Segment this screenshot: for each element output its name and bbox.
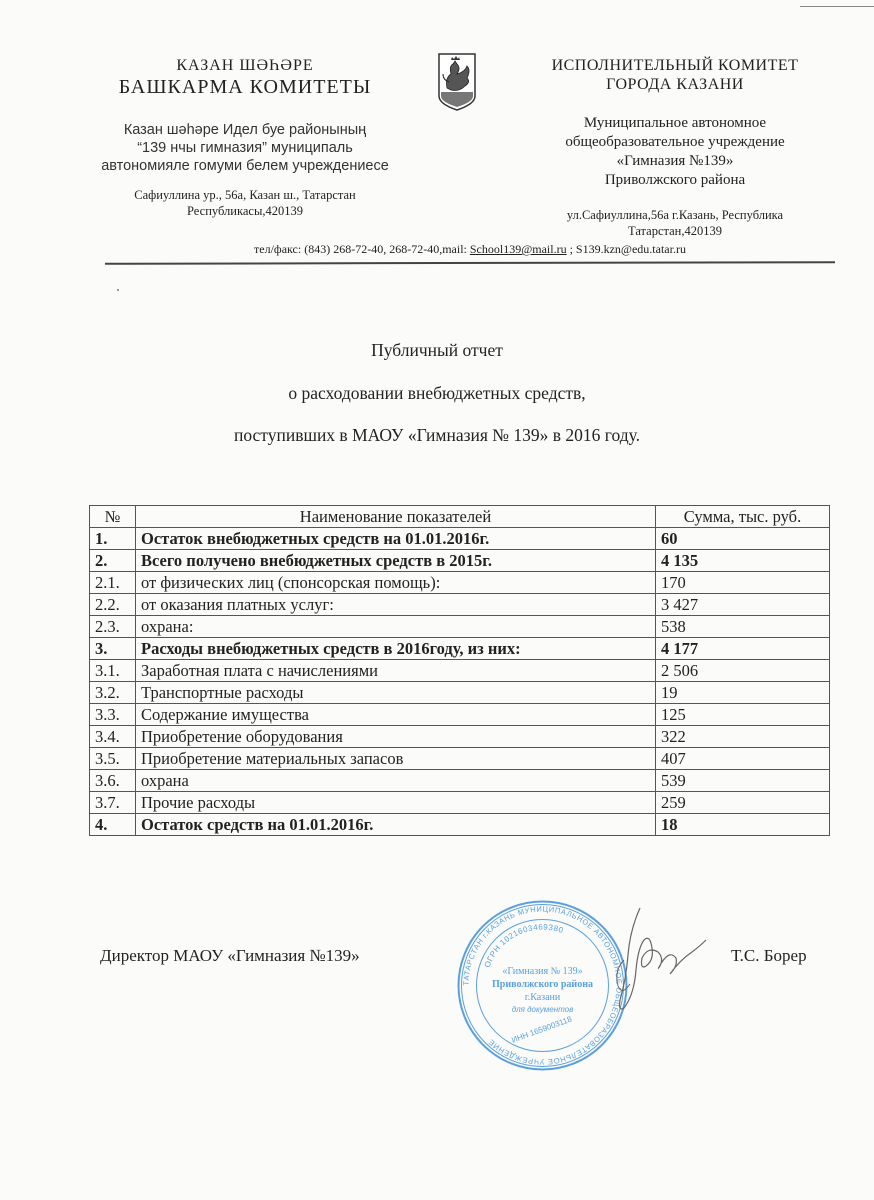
scan-speck xyxy=(117,289,119,291)
row-sum: 60 xyxy=(656,528,830,550)
header-sum: Сумма, тыс. руб. xyxy=(656,506,830,528)
row-num: 3.5. xyxy=(90,748,136,770)
row-num: 3.2. xyxy=(90,682,136,704)
email-link-1[interactable]: School139@mail.ru xyxy=(469,242,567,256)
email-link-2[interactable]: S139.kzn@edu.tatar.ru xyxy=(575,242,686,256)
org-line: автономияле гомуми белем учреждениесе xyxy=(101,158,389,174)
director-name: Т.С. Борер xyxy=(731,946,807,965)
row-num: 3.1. xyxy=(90,660,136,682)
row-sum: 538 xyxy=(656,616,830,638)
table-row xyxy=(90,550,830,572)
row-num: 2.1. xyxy=(90,572,136,594)
row-num: 1. xyxy=(90,528,136,550)
header-left-line2: БАШКАРМА КОМИТЕТЫ xyxy=(118,76,372,98)
address-line: Республикасы,420139 xyxy=(187,204,303,218)
org-line: Казан шәһәре Идел буе районының xyxy=(123,122,367,138)
row-name: от оказания платных услуг: xyxy=(136,594,656,616)
header-num: № xyxy=(90,506,136,528)
row-num: 3.4. xyxy=(90,726,136,748)
header-right-line1: ИСПОЛНИТЕЛЬНЫЙ КОМИТЕТ xyxy=(551,57,799,74)
contact-separator: ; xyxy=(566,242,576,256)
row-name: Остаток средств на 01.01.2016г. xyxy=(136,814,656,836)
row-name: Приобретение материальных запасов xyxy=(136,748,656,770)
svg-text:г.Казани: г.Казани xyxy=(524,992,561,1003)
svg-text:ОГРН 1021603469380: ОГРН 1021603469380 xyxy=(482,922,565,969)
header-left-org xyxy=(80,121,410,175)
org-line: общеобразовательное учреждение xyxy=(565,134,785,150)
table-row xyxy=(90,572,830,594)
svg-text:ТАТАРСТАН г.КАЗАНЬ МУНИЦИПАЛЬН: ТАТАРСТАН г.КАЗАНЬ МУНИЦИПАЛЬНОЕ АВТОНОМНОЕ ОБЩЕОБРАЗОВАТЕЛЬНОЕ УЧРЕЖДЕНИЕ xyxy=(461,904,624,1067)
row-sum: 125 xyxy=(656,704,830,726)
row-num: 3.6. xyxy=(90,770,136,792)
row-num: 2.2. xyxy=(90,594,136,616)
table-row xyxy=(90,726,830,748)
table-row xyxy=(90,704,830,726)
org-line: Муниципальное автономное xyxy=(583,115,767,131)
row-name: Всего получено внебюджетных средств в 2015г. xyxy=(136,550,656,572)
expenditure-table xyxy=(89,505,830,836)
row-name: Транспортные расходы xyxy=(136,682,656,704)
svg-text:ИНН 1659003118: ИНН 1659003118 xyxy=(510,1014,573,1045)
row-sum: 407 xyxy=(656,748,830,770)
table-row xyxy=(90,770,830,792)
org-line: Приволжского района xyxy=(604,172,746,188)
row-num: 3.3. xyxy=(90,704,136,726)
table-row xyxy=(90,594,830,616)
header-divider xyxy=(105,261,835,265)
row-sum: 18 xyxy=(656,814,830,836)
header-left xyxy=(80,56,410,219)
row-name: Расходы внебюджетных средств в 2016году, из них: xyxy=(136,638,656,660)
address-line: ул.Сафиуллина,56а г.Казань, Республика xyxy=(566,208,784,222)
header-right-address xyxy=(525,207,825,239)
row-name: Прочие расходы xyxy=(136,792,656,814)
header-right xyxy=(525,56,825,239)
header-left-line1: КАЗАН ШӘҺӘРЕ xyxy=(176,57,314,74)
table-row xyxy=(90,814,830,836)
row-sum: 539 xyxy=(656,770,830,792)
header-name: Наименование показателей xyxy=(136,506,656,528)
handwritten-signature-icon xyxy=(600,900,710,1020)
row-sum: 2 506 xyxy=(656,660,830,682)
table-row xyxy=(90,682,830,704)
row-sum: 19 xyxy=(656,682,830,704)
report-title: Публичный отчет xyxy=(371,340,503,360)
header-right-org xyxy=(525,114,825,190)
contact-phone: тел/факс: (843) 268-72-40, 268-72-40,mail: xyxy=(254,242,470,256)
kazan-coat-of-arms-icon xyxy=(437,52,477,112)
table-row xyxy=(90,660,830,682)
row-name: Остаток внебюджетных средств на 01.01.2016г. xyxy=(136,528,656,550)
row-sum: 322 xyxy=(656,726,830,748)
scan-edge-line xyxy=(800,6,874,7)
address-line: Татарстан,420139 xyxy=(628,224,722,238)
row-sum: 4 135 xyxy=(656,550,830,572)
row-name: охрана: xyxy=(136,616,656,638)
address-line: Сафиуллина ур., 56а, Казан ш., Татарстан xyxy=(134,188,356,202)
row-name: Приобретение оборудования xyxy=(136,726,656,748)
table-row xyxy=(90,638,830,660)
svg-text:«Гимназия № 139»: «Гимназия № 139» xyxy=(502,966,583,977)
org-line: “139 нчы гимназия” муниципаль xyxy=(137,140,353,156)
contact-line xyxy=(100,242,840,257)
row-name: Содержание имущества xyxy=(136,704,656,726)
row-num: 3. xyxy=(90,638,136,660)
row-sum: 259 xyxy=(656,792,830,814)
row-num: 3.7. xyxy=(90,792,136,814)
table-row xyxy=(90,792,830,814)
report-subtitle-1: о расходовании внебюджетных средств, xyxy=(288,383,586,403)
table-header-row xyxy=(90,506,830,528)
row-sum: 4 177 xyxy=(656,638,830,660)
row-num: 4. xyxy=(90,814,136,836)
header-left-address xyxy=(80,187,410,219)
row-name: от физических лиц (спонсорская помощь): xyxy=(136,572,656,594)
table-row xyxy=(90,748,830,770)
row-name: охрана xyxy=(136,770,656,792)
svg-text:Приволжского района: Приволжского района xyxy=(492,979,593,990)
row-sum: 170 xyxy=(656,572,830,594)
org-line: «Гимназия №139» xyxy=(616,153,734,169)
svg-text:для документов: для документов xyxy=(511,1005,574,1014)
header-right-line2: ГОРОДА КАЗАНИ xyxy=(606,76,744,93)
report-subtitle-2: поступивших в МАОУ «Гимназия № 139» в 2016 году. xyxy=(233,425,641,445)
director-title: Директор МАОУ «Гимназия №139» xyxy=(100,946,360,965)
row-name: Заработная плата с начислениями xyxy=(136,660,656,682)
row-sum: 3 427 xyxy=(656,594,830,616)
row-num: 2. xyxy=(90,550,136,572)
table-row xyxy=(90,616,830,638)
row-num: 2.3. xyxy=(90,616,136,638)
table-row xyxy=(90,528,830,550)
